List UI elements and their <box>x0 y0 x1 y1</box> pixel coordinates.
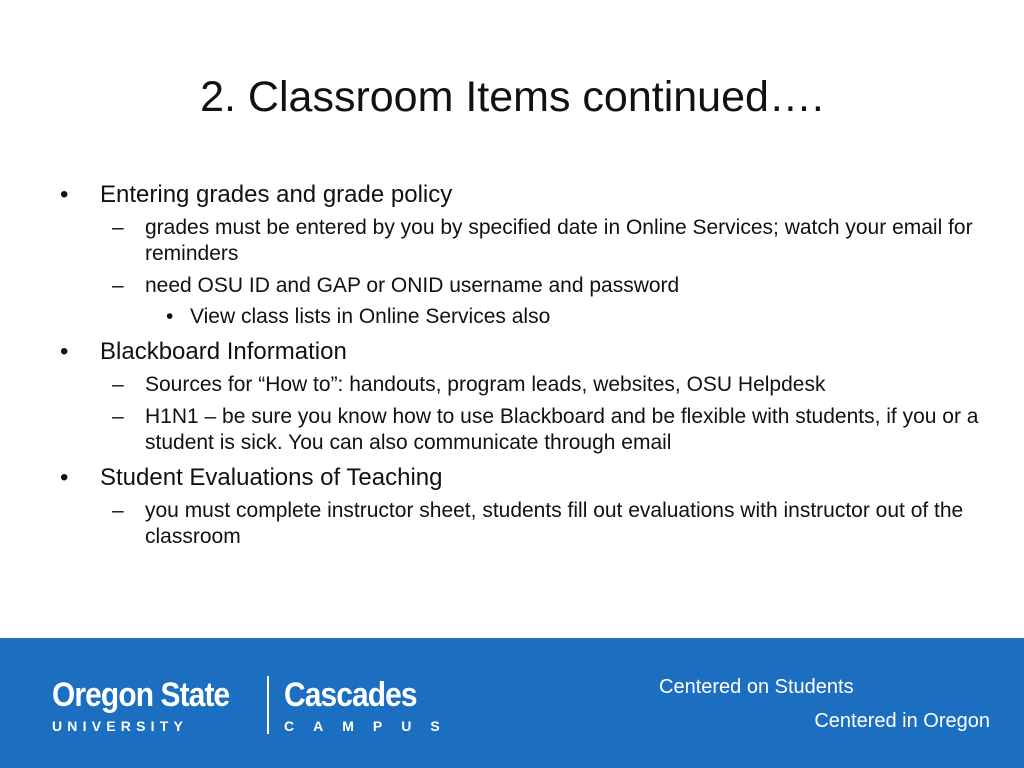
dash-marker: – <box>112 274 124 297</box>
sub-bullet-item <box>60 498 980 550</box>
slide-title: 2. Classroom Items continued…. <box>200 73 824 121</box>
logo-left-main: Oregon State <box>52 676 230 714</box>
bullet-text: Student Evaluations of Teaching <box>100 464 443 491</box>
sub-bullet-text: Sources for “How to”: handouts, program leads, websites, OSU Helpdesk <box>145 373 826 396</box>
sub-bullet-text: you must complete instructor sheet, students fill out evaluations with instructor out of the classroom <box>145 499 964 548</box>
sub-bullet-item <box>60 404 980 456</box>
sub-bullet-text: H1N1 – be sure you know how to use Blackboard and be flexible with students, if you or a student is sick. You can also communicate through email <box>145 405 979 454</box>
sub-bullet-item <box>60 372 980 398</box>
logo-right-sub: CAMPUS <box>284 718 459 734</box>
university-logo <box>52 676 459 736</box>
logo-left-block <box>52 676 252 735</box>
sub-bullet-item <box>60 273 980 299</box>
sub-bullet-item <box>60 215 980 267</box>
tagline-students: Centered on Students <box>659 676 854 698</box>
bullet-item <box>60 337 980 366</box>
small-bullet-marker: • <box>166 305 174 328</box>
dash-marker: – <box>112 499 124 522</box>
logo-right-block <box>284 676 459 735</box>
tagline-oregon: Centered in Oregon <box>814 710 990 732</box>
bullet-text: Blackboard Information <box>100 338 347 365</box>
bullet-item <box>60 463 980 492</box>
logo-right-main: Cascades <box>284 676 417 714</box>
dash-marker: – <box>112 216 124 239</box>
bullet-text: Entering grades and grade policy <box>100 181 453 208</box>
bullet-list <box>60 180 980 550</box>
sub-sub-bullet-item <box>60 304 980 330</box>
dash-marker: – <box>112 405 124 428</box>
bullet-marker: • <box>60 181 69 208</box>
footer-bar <box>0 638 1024 768</box>
sub-bullet-text: need OSU ID and GAP or ONID username and password <box>145 274 680 297</box>
sub-sub-bullet-text: View class lists in Online Services also <box>190 305 551 328</box>
sub-bullet-text: grades must be entered by you by specified date in Online Services; watch your email for reminders <box>145 216 973 265</box>
bullet-marker: • <box>60 338 69 365</box>
bullet-marker: • <box>60 464 69 491</box>
logo-divider <box>267 676 269 734</box>
bullet-item <box>60 180 980 209</box>
logo-left-sub: UNIVERSITY <box>52 718 189 734</box>
dash-marker: – <box>112 373 124 396</box>
